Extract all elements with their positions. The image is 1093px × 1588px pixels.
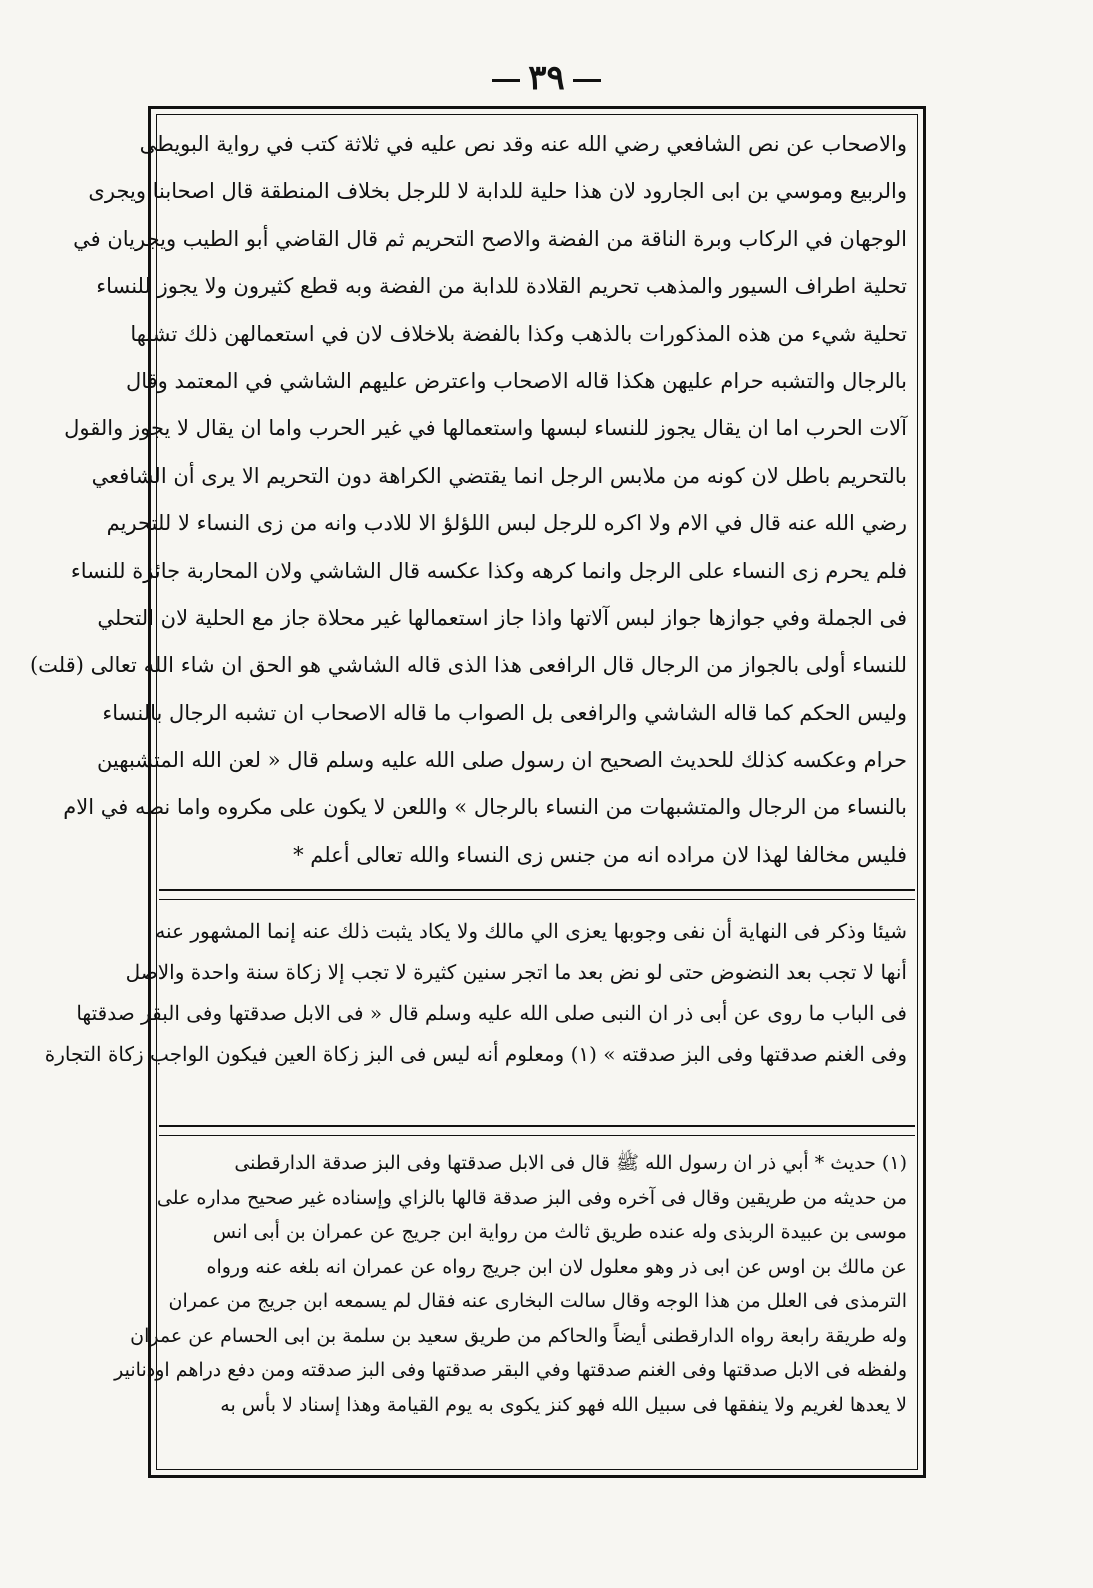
main-text-line: آلات الحرب اما ان يقال يجوز للنساء لبسها واستعمالها في غير الحرب واما ان يقال لا يجوز والقول xyxy=(64,416,907,441)
main-text-line: تحلية شيء من هذه المذكورات بالذهب وكذا بالفضة بلاخلاف لان في استعمالهن ذلك تشبها xyxy=(130,321,907,346)
footnote-text-line: ولفظه فى الابل صدقتها وفى الغنم صدقتها وفي البقر صدقتها وفى البز صدقته ومن دفع دراهم اودنانير xyxy=(114,1359,907,1381)
footnote-divider xyxy=(159,1125,915,1127)
main-text-line: فلم يحرم زى النساء على الرجل وانما كرهه وكذا عكسه قال الشاشي ولان المحاربة جائزة للنساء xyxy=(70,558,907,583)
main-text-line: بالرجال والتشبه حرام عليهن هكذا قاله الاصحاب واعترض عليهم الشاشي في المعتمد وقال xyxy=(125,368,907,393)
footnote-text-block xyxy=(114,1146,907,1422)
commentary-text-line: أنها لا تجب بعد النضوض حتى لو نض بعد ما اتجر سنين كثيرة لا تجب إلا زكاة سنة واحدة والاصل xyxy=(125,960,907,984)
main-text-line: فليس مخالفا لهذا لان مراده انه من جنس زى النساء والله تعالى أعلم * xyxy=(293,842,907,867)
footnote-text-line: الترمذى فى العلل من هذا الوجه وقال سالت البخارى عنه فقال لم يسمعه ابن جريج من عمران xyxy=(168,1290,907,1312)
main-text-line: والربيع وموسي بن ابى الجارود لان هذا حلية للدابة لا للرجل بخلاف المنطقة قال اصحابنا ويجرى xyxy=(88,179,907,204)
footnote-text-line: عن مالك بن اوس عن ابى ذر وهو معلول لان ابن جريج رواه عن عمران انه بلغه عنه ورواه xyxy=(206,1255,907,1278)
page-frame xyxy=(29,106,926,1478)
page-number-dash-left xyxy=(492,79,520,82)
commentary-text-line: فى الباب ما روى عن أبى ذر ان النبى صلى الله عليه وسلم قال « فى الابل صدقتها وفى البقر صدقتها xyxy=(76,1001,907,1025)
footnote-text-line: موسى بن عبيدة الربذى وله عنده طريق ثالث من رواية ابن جريج عن عمران بن أبى انس xyxy=(212,1221,907,1243)
main-text-line: حرام وعكسه كذلك للحديث الصحيح ان رسول صلى الله عليه وسلم قال « لعن الله المتشبهين xyxy=(96,748,907,773)
page-number-text: ٣٩ xyxy=(528,58,565,98)
commentary-text-line: وفى الغنم صدقتها وفى البز صدقته » (١) ومعلوم أنه ليس فى البز زكاة العين فيكون الواجب زكاة التجارة xyxy=(44,1042,907,1066)
footnote-divider xyxy=(159,1135,915,1136)
page-number xyxy=(0,58,1093,98)
footnote-text-line: من حديثه من طريقين وقال فى آخره وفى البز صدقة قالها بالزاي وإسناده غير صحيح مداره على xyxy=(156,1186,907,1209)
footnote-text-line: لا يعدها لغريم ولا ينفقها فى سبيل الله فهو كنز يكوى به يوم القيامة وهذا إسناد لا بأس به xyxy=(220,1393,907,1416)
page-number-dash-right xyxy=(573,79,601,82)
commentary-text-block xyxy=(44,911,907,1075)
main-text-line: رضي الله عنه قال في الام ولا اكره للرجل لبس اللؤلؤ الا للادب وانه من زى النساء لا للتحريم xyxy=(106,511,907,536)
main-text-line: للنساء أولى بالجواز من الرجال قال الرافعى هذا الذى قاله الشاشي هو الحق ان شاء الله تعالى (قلت) xyxy=(29,653,907,678)
main-text-line: بالنساء من الرجال والمتشبهات من النساء بالرجال » واللعن لا يكون على مكروه واما نصه في الام xyxy=(63,795,907,820)
main-text-line: فى الجملة وفي جوازها جواز لبس آلاتها واذا جاز استعمالها غير محلاة جاز مع الحلية لان التحلي xyxy=(97,605,907,630)
main-text-block xyxy=(29,121,907,879)
main-text-line: والاصحاب عن نص الشافعي رضي الله عنه وقد نص عليه في ثلاثة كتب في رواية البويطى xyxy=(139,132,907,156)
main-text-line: الوجهان في الركاب وبرة الناقة من الفضة والاصح التحريم ثم قال القاضي أبو الطيب ويجريان في xyxy=(73,226,907,251)
section-divider xyxy=(159,889,915,891)
footnote-text-line: (١) حديث * أبي ذر ان رسول الله ﷺ قال فى الابل صدقتها وفى البز صدقة الدارقطنى xyxy=(234,1152,907,1174)
footnote-text-line: وله طريقة رابعة رواه الدارقطنى أيضاً والحاكم من طريق سعيد بن سلمة بن ابى الحسام عن عمران xyxy=(130,1324,907,1347)
main-text-line: وليس الحكم كما قاله الشاشي والرافعى بل الصواب ما قاله الاصحاب ان تشبه الرجال بالنساء xyxy=(102,700,907,725)
main-text-line: بالتحريم باطل لان كونه من ملابس الرجل انما يقتضي الكراهة دون التحريم الا يرى أن الشافعي xyxy=(91,463,907,488)
main-text-line: تحلية اطراف السيور والمذهب تحريم القلادة للدابة من الفضة وبه قطع كثيرون ولا يجوز للنساء xyxy=(96,274,907,299)
section-divider xyxy=(159,899,915,900)
commentary-text-line: شيئا وذكر فى النهاية أن نفى وجوبها يعزى الي مالك ولا يكاد يثبت ذلك عنه إنما المشهور عنه xyxy=(155,919,907,943)
